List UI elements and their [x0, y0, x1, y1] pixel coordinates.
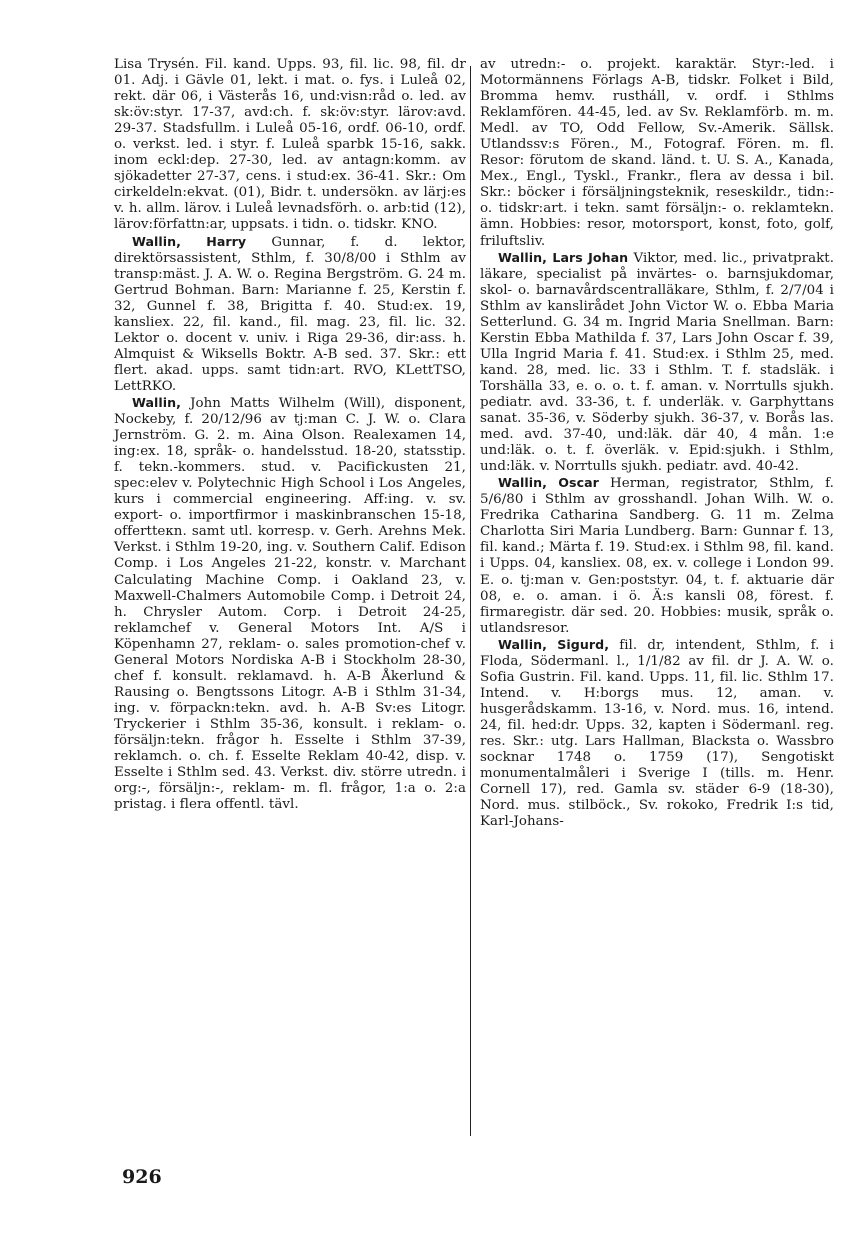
right-column	[480, 57, 834, 830]
entry-wallin-sigurd	[480, 637, 834, 831]
entry-wallin-john	[114, 395, 466, 813]
left-column	[114, 57, 466, 813]
entry-wallin-lars	[480, 250, 834, 476]
entry-text: fil. dr, intendent, Sthlm, f. i Floda, Södermanl. l., 1/1/82 av fil. dr J. A. W. o. Sofia Gustrin. Fil. kand. Upps. 11, fil. lic. Sthlm 17. Intend. v. H:borgs mus. 12, aman. v. husgerådskamm. 13-16, v. Nord. mus. 16, intend. 24, fil. hed:dr. Upps. 32, kapten i Södermanl. reg. res. Skr.: utg. Lars Hallman, Blacksta o. Wassbro socknar 1748 o. 1759 (17), Sengotiskt monumentalmåleri i Sverige I (tills. m. Henr. Cornell 17), red. Gamla sv. städer 6-9 (18-30), Nord. mus. stilböck., Sv. rokoko, Fredrik I:s tid, Karl-Johans-	[480, 637, 834, 830]
entry-text: av utredn:- o. projekt. karaktär. Styr:-led. i Motormännens Förlags A-B, tidskr. Folket i Bild, Bromma hemv. rustháll, v. ordf. i Sthlms Reklamfören. 44-45, led. av Sv. Reklamförb. m. m. Medl. av TO, Odd Fellow, Sv.-Amerik. Sällsk. Utlandssv:s Fören., M., Fotograf. Fören. m. fl. Resor: förutom de skand. länd. t. U. S. A., Kanada, Mex., Engl., Tyskl., Frankr., flera av dessa i bil. Skr.: böcker i försäljningsteknik, reseskildr., tidn:- o. tidskr:art. i tekn. samt försäljn:- o. reklamtekn. ämn. Hobbies: resor, motorsport, konst, foto, golf, friluftsliv.	[480, 57, 834, 249]
entry-text: Gunnar, f. d. lektor, direktörsassistent, Sthlm, f. 30/8/00 i Sthlm av transp:mäst. J. A. W. o. Regina Bergström. G. 24 m. Gertrud Bohman. Barn: Marianne f. 25, Kerstin f. 32, Gunnel f. 38, Brigitta f. 40. Stud:ex. 19, kansliex. 22, fil. kand., fil. mag. 23, fil. lic. 32. Lektor o. docent v. univ. i Riga 29-36, dir:ass. h. Almquist & Wiksells Boktr. A-B sed. 37. Skr.: ett flert. akad. upps. samt tidn:art. RVO, KLettTSO, LettRKO.	[114, 234, 466, 394]
entry-name: Wallin, Sigurd,	[498, 636, 610, 652]
entry-name: Wallin, Harry	[132, 233, 247, 249]
entry-name: Wallin, Oscar	[498, 475, 599, 491]
entry-name: Wallin, Lars Johan	[498, 249, 629, 265]
column-divider	[470, 66, 471, 1136]
entry-name: Wallin,	[132, 394, 181, 410]
entry-text: Herman, registrator, Sthlm, f. 5/6/80 i Sthlm av grosshandl. Johan Wilh. W. o. Fredrika Catharina Sandberg. G. 11 m. Zelma Charlotta Siri Maria Lundberg. Barn: Gunnar f. 13, fil. kand.; Märta f. 19. Stud:ex. i Sthlm 98, fil. kand. i Upps. 04, kansliex. 08, ex. v. college i London 99. E. o. tj:man v. Gen:poststyr. 04, t. f. aktuarie där 08, e. o. aman. i ö. Ä:s kansli 08, förest. f. firmaregistr. där sed. 20. Hobbies: musik, språk o. utlandsresor.	[480, 476, 834, 636]
entry-wallin-oscar	[480, 475, 834, 636]
entry-continuation	[114, 57, 466, 234]
entry-continuation	[480, 57, 834, 250]
entry-text: Lisa Trysén. Fil. kand. Upps. 93, fil. lic. 98, fil. dr 01. Adj. i Gävle 01, lekt. i mat. o. fys. i Luleå 02, rekt. där 06, i Västerås 16, und:visn:råd o. led. av sk:öv:styr. 17-37, avd:ch. f. sk:öv:styr. lärov:avd. 29-37. Stadsfullm. i Luleå 05-16, ordf. 06-10, ordf. o. verkst. led. i styr. f. Luleå sparbk 15-16, sakk. inom eckl:dep. 27-30, led. av antagn:komm. av sjökadetter 27-37, cens. i stud:ex. 36-41. Skr.: Om cirkeldeln:ekvat. (01), Bidr. t. undersökn. av lärj:es v. h. allm. lärov. i Luleå levnadsförh. o. arb:tid (12), lärov:författn:ar, uppsats. i tidn. o. tidskr. KNO.	[114, 57, 466, 233]
entry-text: John Matts Wilhelm (Will), disponent, Nockeby, f. 20/12/96 av tj:man C. J. W. o. Clara Jernström. G. 2. m. Aina Olson. Realexamen 14, ing:ex. 18, språk- o. handelsstud. 18-20, statsstip. f. tekn.-kommers. stud. v. Pacifickusten 21, spec:elev v. Polytechnic High School i Los Angeles, kurs i commercial engineering. Aff:ing. v. sv. export- o. importfirmor i maskinbranschen 15-18, offertteкn. samt utl. korresp. v. Gerh. Arehns Mek. Verkst. i Sthlm 19-20, ing. v. Southern Calif. Edison Comp. i Los Angeles 21-22, konstr. v. Marchant Calculating Machine Comp. i Oakland 23, v. Maxwell-Chalmers Automobile Comp. i Detroit 24, h. Chrysler Autom. Corp. i Detroit 24-25, reklamchef v. General Motors Int. A/S i Köpenhamn 27, reklam- o. sales promotion-chef v. General Motors Nordiska A-B i Stockholm 28-30, chef f. konsult. reklamavd. h. A-B Åkerlund & Rausing o. Bengtssons Litogr. A-B i Sthlm 31-34, ing. v. förpackn:tekn. avd. h. A-B Sv:es Litogr. Tryckerier i Sthlm 35-36, konsult. i reklam- o. försäljn:tekn. frågor h. Esselte i Sthlm 37-39, reklamch. o. ch. f. Esselte Reklam 40-42, disp. v. Esselte i Sthlm sed. 43. Verkst. div. större utredn. i org:-, försäljn:-, reklam- m. fl. frågor, 1:a o. 2:a pristag. i flera offentl. tävl.	[114, 395, 466, 813]
page-number: 926	[122, 1166, 162, 1188]
entry-text: Viktor, med. lic., privatprakt. läkare, specialist på invärtes- o. barnsjukdomar, skol- o. barnavårdscentralläkare, Sthlm, f. 2/7/04 i Sthlm av kanslirådet John Victor W. o. Ebba Maria Setterlund. G. 34 m. Ingrid Maria Snellman. Barn: Kerstin Ebba Mathilda f. 37, Lars John Oscar f. 39, Ulla Ingrid Maria f. 41. Stud:ex. i Sthlm 25, med. kand. 28, med. lic. 33 i Sthlm. T. f. stadsläk. i Torshälla 33, e. o. o. t. f. aman. v. Norrtulls sjukh. pediatr. avd. 33-36, t. f. underläk. v. Garphyttans sanat. 35-36, v. Söderby sjukh. 36-37, v. Borås las. med. avd. 37-40, und:läk. där 40, 4 mån. 1:e und:läk. o. t. f. överläk. v. Epid:sjukh. i Sthlm, und:läk. v. Norrtulls sjukh. pediatr. avd. 40-42.	[480, 250, 835, 475]
entry-wallin-harry	[114, 234, 466, 395]
